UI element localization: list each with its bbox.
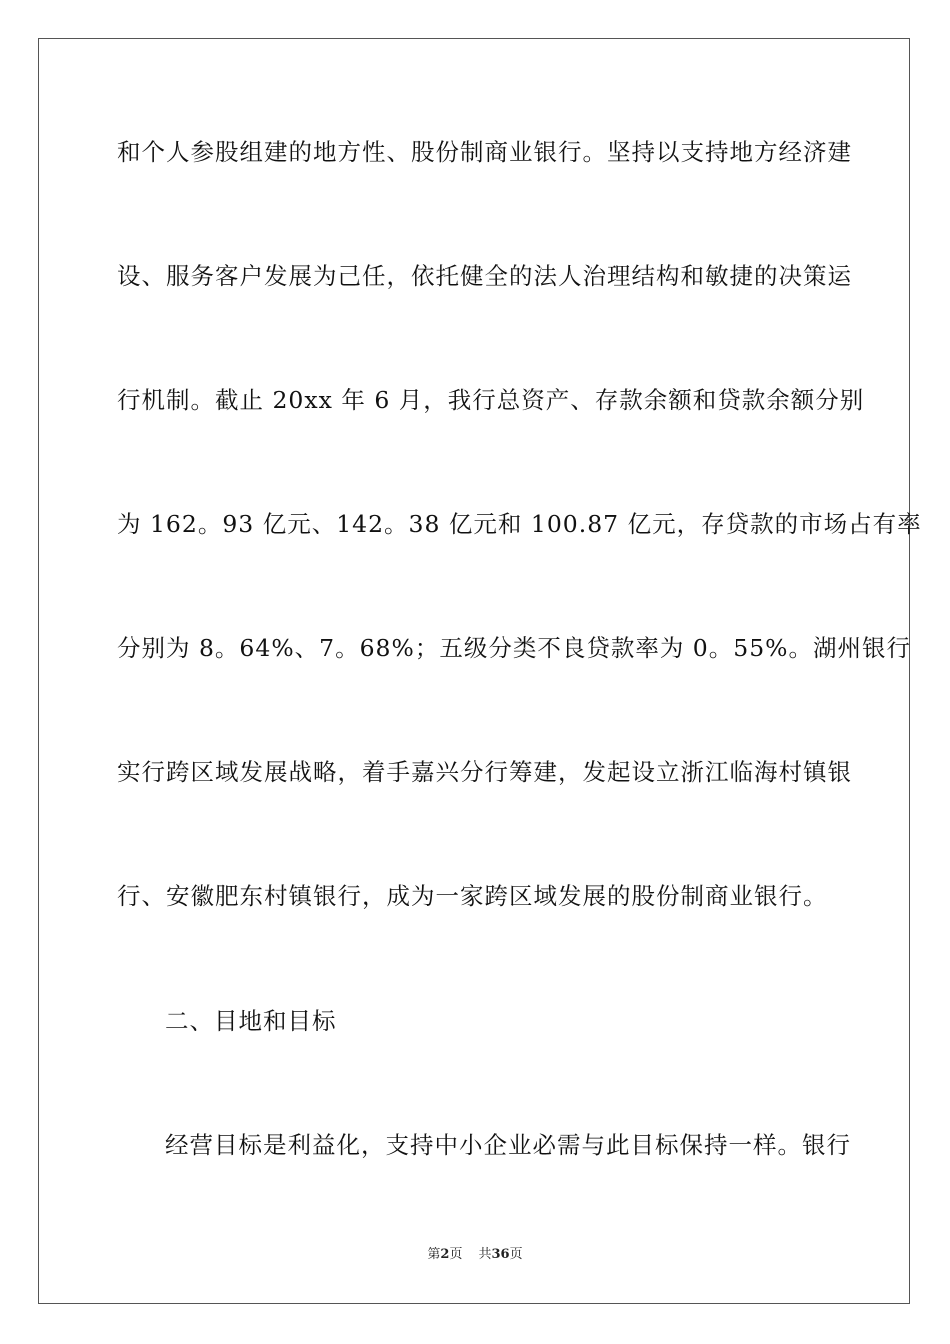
page-footer: [0, 1246, 950, 1264]
body-line-3: 行机制。截止 20xx 年 6 月，我行总资产、存款余额和贷款余额分别: [117, 386, 865, 414]
page-number: 2: [440, 1247, 450, 1262]
body-line-7: 行、安徽肥东村镇银行，成为一家跨区域发展的股份制商业银行。: [117, 882, 828, 910]
body-line-6: 实行跨区域发展战略，着手嘉兴分行筹建，发起设立浙江临海村镇银: [117, 758, 852, 786]
section-heading: 二、目地和目标: [165, 1007, 337, 1035]
page-suffix: 页: [449, 1247, 463, 1262]
page-border: [38, 38, 922, 1304]
page-prefix: 第: [427, 1247, 441, 1262]
body-line-2: 设、服务客户发展为己任，依托健全的法人治理结构和敏捷的决策运: [117, 262, 852, 290]
body-line-4: 为 162。93 亿元、142。38 亿元和 100.87 亿元，存贷款的市场占有率: [117, 510, 922, 538]
total-prefix: 共: [478, 1247, 492, 1262]
body-line-1: 和个人参股组建的地方性、股份制商业银行。坚持以支持地方经济建: [117, 138, 852, 166]
body-line-5: 分别为 8。64%、7。68%；五级分类不良贷款率为 0。55%。湖州银行: [117, 634, 911, 662]
total-suffix: 页: [509, 1247, 523, 1262]
paragraph-start-line: 经营目标是利益化，支持中小企业必需与此目标保持一样。银行: [165, 1131, 851, 1159]
total-pages: 36: [491, 1247, 510, 1262]
